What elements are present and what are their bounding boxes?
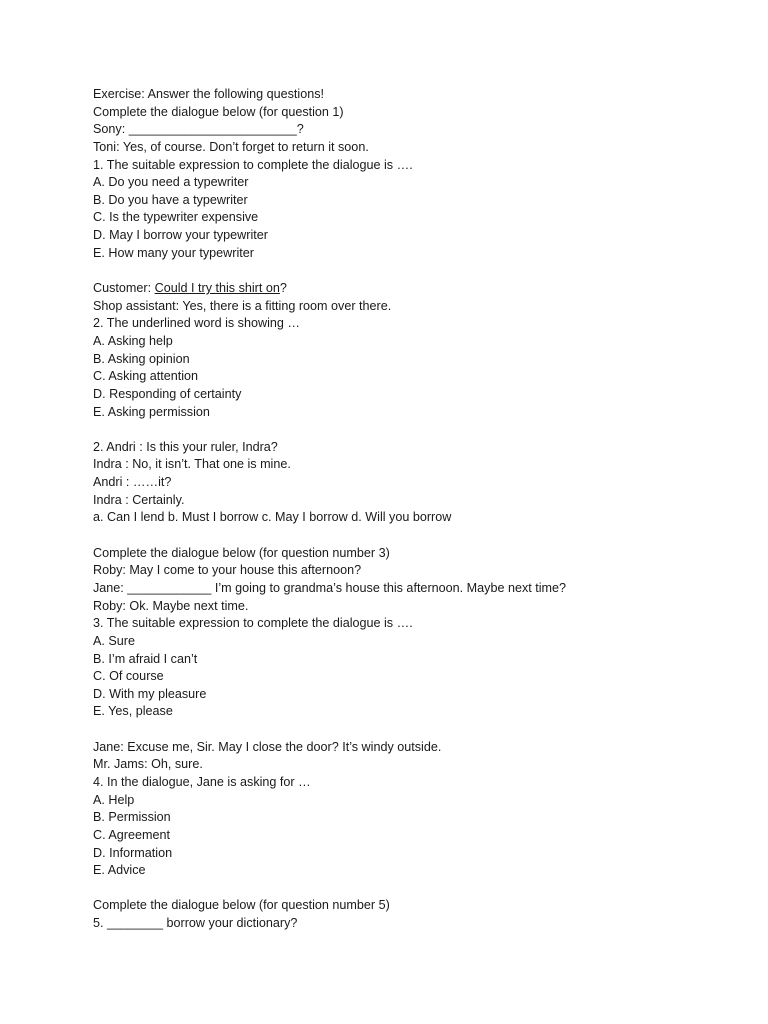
question-4: 4. In the dialogue, Jane is asking for … bbox=[93, 774, 311, 789]
option-line: A. Asking help bbox=[93, 333, 173, 348]
option-line: B. Do you have a typewriter bbox=[93, 192, 248, 207]
question-2b: 2. Andri : Is this your ruler, Indra? bbox=[93, 439, 278, 454]
blank-line bbox=[93, 880, 733, 898]
dialogue-line: Jane: ____________ I’m going to grandma’s house this afternoon. Maybe next time? bbox=[93, 580, 567, 595]
blank-line bbox=[93, 262, 733, 280]
instruction-q3: Complete the dialogue below (for question number 3) bbox=[93, 545, 390, 560]
blank-line bbox=[93, 527, 733, 545]
instruction-q5: Complete the dialogue below (for question number 5) bbox=[93, 898, 390, 913]
blank-line bbox=[93, 421, 733, 439]
document-page bbox=[93, 86, 733, 933]
option-line: A. Sure bbox=[93, 633, 135, 648]
question-5: 5. ________ borrow your dictionary? bbox=[93, 916, 298, 931]
dialogue-line: Mr. Jams: Oh, sure. bbox=[93, 757, 203, 772]
option-line: C. Of course bbox=[93, 669, 164, 684]
option-line: E. Yes, please bbox=[93, 704, 173, 719]
dialogue-speaker: Customer: bbox=[93, 281, 155, 296]
exercise-heading: Exercise: Answer the following questions! bbox=[93, 87, 325, 101]
option-line: E. Advice bbox=[93, 863, 146, 878]
question-2: 2. The underlined word is showing … bbox=[93, 316, 300, 331]
question-3: 3. The suitable expression to complete the dialogue is …. bbox=[93, 616, 413, 631]
dialogue-line: Jane: Excuse me, Sir. May I close the door? It’s windy outside. bbox=[93, 739, 442, 754]
option-line: C. Is the typewriter expensive bbox=[93, 210, 259, 225]
option-line: E. Asking permission bbox=[93, 404, 210, 419]
option-line: D. Information bbox=[93, 845, 173, 860]
dialogue-line: Sony: ________________________? bbox=[93, 122, 304, 137]
underlined-phrase: Could I try this shirt on bbox=[154, 281, 280, 296]
dialogue-line: Roby: Ok. Maybe next time. bbox=[93, 598, 249, 613]
option-line: D. Responding of certainty bbox=[93, 386, 242, 401]
option-line: D. With my pleasure bbox=[93, 686, 207, 701]
option-line: B. I’m afraid I can’t bbox=[93, 651, 198, 666]
option-line: A. Help bbox=[93, 792, 135, 807]
dialogue-line-with-underline bbox=[93, 280, 733, 298]
question-1: 1. The suitable expression to complete the dialogue is …. bbox=[93, 157, 413, 172]
blank-line bbox=[93, 721, 733, 739]
instruction-q1: Complete the dialogue below (for question 1) bbox=[93, 104, 344, 119]
dialogue-line: Toni: Yes, of course. Don’t forget to return it soon. bbox=[93, 139, 369, 154]
option-line: B. Permission bbox=[93, 810, 171, 825]
option-line: D. May I borrow your typewriter bbox=[93, 228, 268, 243]
dialogue-punctuation: ? bbox=[279, 281, 287, 296]
option-line: E. How many your typewriter bbox=[93, 245, 254, 260]
dialogue-line: Indra : No, it isn’t. That one is mine. bbox=[93, 457, 291, 472]
option-line: C. Asking attention bbox=[93, 369, 199, 384]
dialogue-line: Shop assistant: Yes, there is a fitting room over there. bbox=[93, 298, 392, 313]
dialogue-line: Indra : Certainly. bbox=[93, 492, 185, 507]
dialogue-line: Roby: May I come to your house this afternoon? bbox=[93, 563, 362, 578]
option-line: B. Asking opinion bbox=[93, 351, 190, 366]
option-line: C. Agreement bbox=[93, 827, 171, 842]
dialogue-line: Andri : ……it? bbox=[93, 475, 172, 490]
option-line: a. Can I lend b. Must I borrow c. May I borrow d. Will you borrow bbox=[93, 510, 452, 525]
option-line: A. Do you need a typewriter bbox=[93, 175, 249, 190]
